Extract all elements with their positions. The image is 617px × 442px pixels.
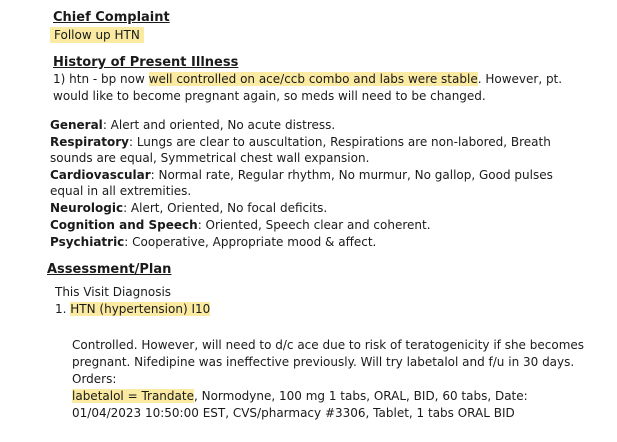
exam-general: [50, 118, 335, 132]
psychiatric-text: : Cooperative, Appropriate mood & affect.: [124, 235, 377, 249]
hpi-line-1-post: . However, pt.: [477, 72, 563, 86]
cognition-text: : Oriented, Speech clear and coherent.: [197, 218, 431, 232]
assessment-heading: Assessment/Plan: [47, 262, 172, 277]
plan-line-2: pregnant. Nifedipine was ineffective previously. Will try labetalol and f/u in 30 days.: [72, 355, 575, 369]
neurologic-label: Neurologic: [50, 201, 124, 215]
order-line-1: [72, 389, 528, 403]
exam-psychiatric: [50, 235, 376, 249]
general-text: : Alert and oriented, No acute distress.: [102, 118, 336, 132]
chief-complaint-text: [50, 28, 144, 42]
exam-cardiovascular-cont: equal in all extremities.: [50, 184, 192, 198]
hpi-line-1-pre: 1) htn - bp now: [53, 72, 149, 86]
exam-cardiovascular: [50, 168, 553, 182]
chief-complaint-heading: Chief Complaint: [53, 10, 170, 25]
respiratory-text: : Lungs are clear to auscultation, Respirations are non-labored, Breath: [128, 135, 551, 149]
plan-line-1: Controlled. However, will need to d/c ace due to risk of teratogenicity if she becomes: [72, 338, 585, 352]
diagnosis-number: 1.: [55, 302, 71, 316]
respiratory-label: Respiratory: [50, 135, 129, 149]
neurologic-text: : Alert, Oriented, No focal deficits.: [123, 201, 328, 215]
chief-complaint-highlight: Follow up HTN: [50, 27, 144, 43]
order-rest: , Normodyne, 100 mg 1 tabs, ORAL, BID, 60 tabs, Date:: [193, 389, 528, 403]
hpi-heading: History of Present Illness: [53, 55, 239, 70]
diagnosis-line: [55, 302, 210, 316]
orders-label: Orders:: [72, 372, 117, 386]
cognition-label: Cognition and Speech: [50, 218, 198, 232]
hpi-line-1: [53, 72, 562, 86]
exam-neurologic: [50, 201, 327, 215]
cardiovascular-label: Cardiovascular: [50, 168, 151, 182]
hpi-line-2: would like to become pregnant again, so meds will need to be changed.: [53, 89, 486, 103]
visit-diagnosis-label: This Visit Diagnosis: [55, 285, 172, 299]
cardiovascular-text: : Normal rate, Regular rhythm, No murmur, No gallop, Good pulses: [150, 168, 553, 182]
order-highlight: labetalol = Trandate: [72, 389, 194, 403]
hpi-highlight: well controlled on ace/ccb combo and labs were stable: [148, 72, 478, 86]
exam-cognition: [50, 218, 431, 232]
diagnosis-highlight: HTN (hypertension) I10: [70, 302, 211, 316]
exam-respiratory-cont: sounds are equal, Symmetrical chest wall expansion.: [50, 151, 370, 165]
exam-respiratory: [50, 135, 551, 149]
psychiatric-label: Psychiatric: [50, 235, 125, 249]
order-line-2: 01/04/2023 10:50:00 EST, CVS/pharmacy #3306, Tablet, 1 tabs ORAL BID: [72, 406, 515, 420]
general-label: General: [50, 118, 103, 132]
